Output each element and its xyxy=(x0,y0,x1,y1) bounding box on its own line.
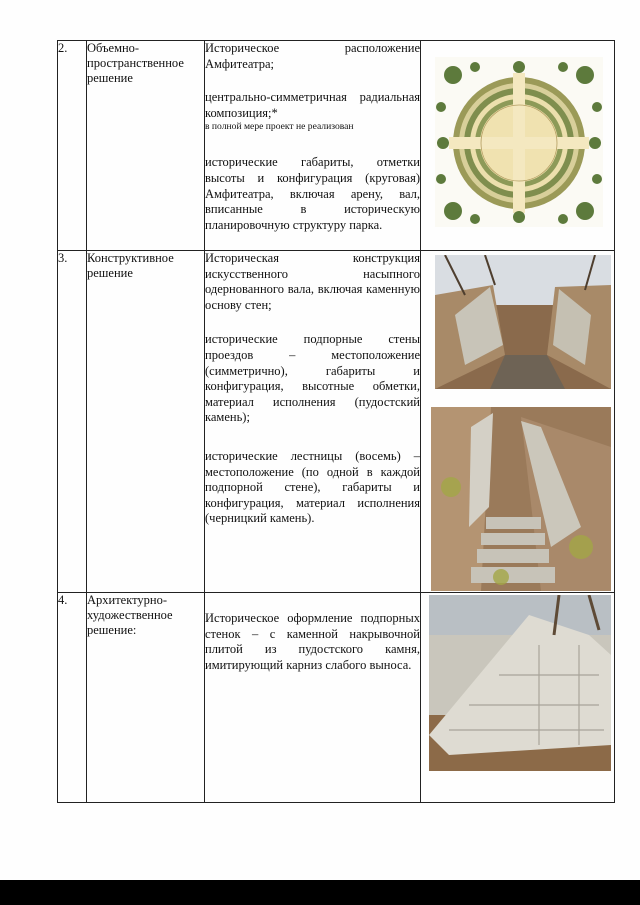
row-description xyxy=(205,593,421,803)
stairs-photo xyxy=(431,407,611,591)
table-row xyxy=(58,41,615,251)
paragraph: центрально-симметричная радиальная композиция;* xyxy=(205,90,420,120)
table-row xyxy=(58,593,615,803)
row-number: 2. xyxy=(58,41,87,251)
passage-photo xyxy=(435,255,611,389)
image-cell xyxy=(421,251,615,593)
row-title: Архитектурно-художественное решение: xyxy=(87,593,205,803)
wall-photo xyxy=(429,595,611,771)
row-number: 4. xyxy=(58,593,87,803)
paragraph: исторические подпорные стены проездов – местоположение (симметрично), габариты и конфигурация, высотные обметки, материал исполнения (пудостский камень); xyxy=(205,332,420,425)
paragraph: исторические лестницы (восемь) – местоположение (по одной в каждой подпорной стене), габариты и конфигурация, материал исполнения (черницкий камень). xyxy=(205,448,420,526)
paragraph: Историческое расположение Амфитеатра; xyxy=(205,41,420,71)
amphitheatre-plan-image xyxy=(435,57,603,227)
footnote: в полной мере проект не реализован xyxy=(205,121,354,133)
table-row xyxy=(58,251,615,593)
image-cell xyxy=(421,41,615,251)
paragraph: Историческая конструкция искусственного насыпного одернованного вала, включая каменную основу стен; xyxy=(205,251,420,312)
row-description xyxy=(205,251,421,593)
object-description-table xyxy=(57,40,615,803)
paragraph: исторические габариты, отметки высоты и конфигурация (круговая) Амфитеатра, включая арену, вал, вписанные в историческую планировочную структуру парка. xyxy=(205,155,420,232)
row-number: 3. xyxy=(58,251,87,593)
image-cell xyxy=(421,593,615,803)
scan-bottom-edge xyxy=(0,880,640,905)
paragraph: Историческое оформление подпорных стенок – с каменной накрывочной плитой из пудостского камня, имитирующий карниз слабого выноса. xyxy=(205,611,420,672)
row-description xyxy=(205,41,421,251)
row-title: Объемно-пространственное решение xyxy=(87,41,205,251)
row-title: Конструктивное решение xyxy=(87,251,205,593)
